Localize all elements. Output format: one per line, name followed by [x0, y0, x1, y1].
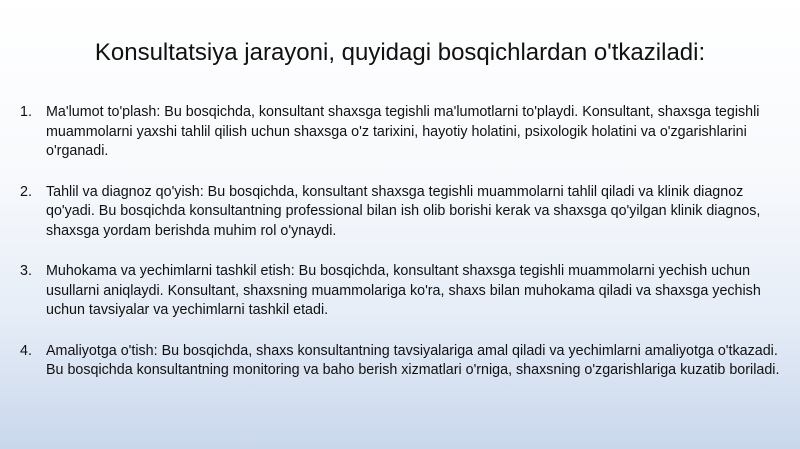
step-item: [20, 342, 780, 381]
step-text: Tahlil va diagnoz qo'yish: Bu bosqichda, konsultant shaxsga tegishli muammolarni tahlil qiladi va klinik diagnoz qo'yadi. Bu bosqichda konsultantning professional bilan ish olib borishi kerak va shaxsga qo'yilgan klinik diagnos, shaxsga yordam berishda muhim rol o'ynaydi.: [46, 183, 761, 239]
slide-title: Konsultatsiya jarayoni, quyidagi bosqichlardan o'tkaziladi:: [94, 39, 706, 66]
step-number: 3.: [20, 263, 32, 279]
step-item: [20, 183, 780, 242]
step-text: Ma'lumot to'plash: Bu bosqichda, konsultant shaxsga tegishli ma'lumotlarni to'playdi. Konsultant, shaxsga tegishli muammolarni yaxshi tahlil qilish uchun shaxsga o'z tarixini, hayotiy holatini, psixologik holatini va o'zgarishlarini o'rganadi.: [46, 104, 760, 159]
step-number: 1.: [20, 104, 32, 120]
step-text: Muhokama va yechimlarni tashkil etish: Bu bosqichda, konsultant shaxsga tegishli muammolarni yechish uchun usullarni aniqlaydi. Konsultant, shaxsning muammolariga ko'ra, shaxs bilan muhokama qiladi va shaxsga yechish uchun tavsiyalar va yechimlarni tashkil etadi.: [46, 263, 761, 318]
step-text: Amaliyotga o'tish: Bu bosqichda, shaxs konsultantning tavsiyalariga amal qiladi va yechimlarni amaliyotga o'tkazadi. Bu bosqichda konsultantning monitoring va baho berish xizmatlari o'rniga, shaxsning o'zgarishlariga kuzatib boriladi.: [46, 342, 780, 378]
step-item: [20, 262, 780, 321]
steps-list: [20, 103, 780, 402]
step-number: 4.: [20, 342, 32, 359]
step-item: [20, 103, 780, 162]
step-number: 2.: [20, 183, 32, 200]
